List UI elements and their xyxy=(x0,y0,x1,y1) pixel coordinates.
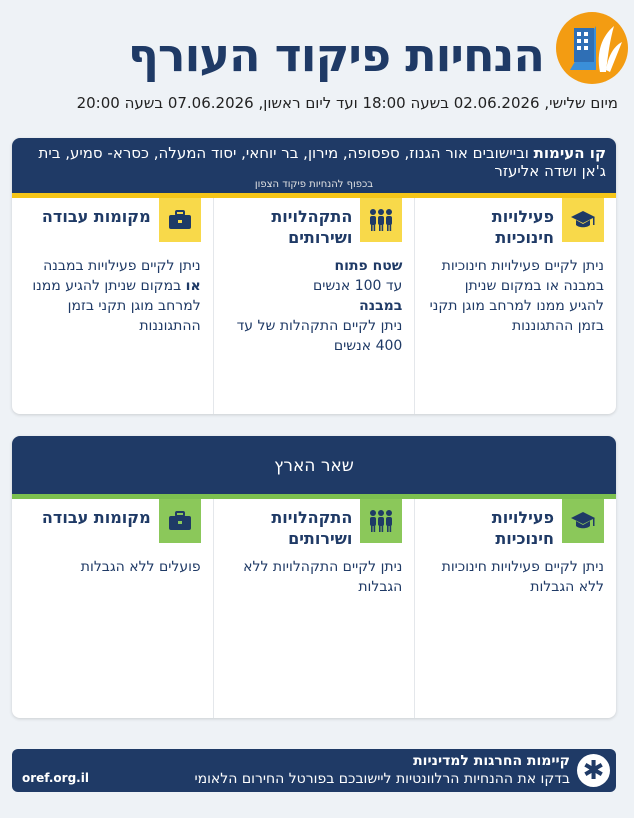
people-group-icon xyxy=(360,198,402,242)
gatherings-column xyxy=(213,198,415,414)
gatherings-text xyxy=(226,256,402,356)
education-text: ניתן לקיים פעילויות חינוכיות במבנה או במקום שניתן להגיע ממנו למרחב מוגן תקני בזמן ההתגוננות xyxy=(429,258,604,334)
graduation-cap-icon xyxy=(562,198,604,242)
confrontation-line-columns xyxy=(12,198,616,414)
asterisk-icon: ✱ xyxy=(577,754,610,787)
workplaces-text xyxy=(25,256,201,336)
rest-of-country-title: שאר הארץ xyxy=(274,456,354,476)
workplaces-column xyxy=(12,198,213,414)
workplaces-column xyxy=(12,499,213,718)
exceptions-footer xyxy=(12,749,616,792)
rest-of-country-section xyxy=(12,436,616,718)
workplaces-text-bold: או xyxy=(185,278,201,294)
workplaces-text: פועלים ללא הגבלות xyxy=(80,559,201,575)
people-group-icon xyxy=(360,499,402,543)
briefcase-icon xyxy=(159,499,201,543)
exceptions-text: בדקו את ההנחיות הרלוונטיות ליישובכם בפורטל החירום הלאומי xyxy=(194,771,570,787)
page-title: הנחיות פיקוד העורף xyxy=(127,28,544,82)
workplaces-title: מקומות עבודה xyxy=(41,207,151,226)
exceptions-title: קיימות החרגות למדיניות xyxy=(413,753,570,769)
rest-of-country-columns xyxy=(12,499,616,718)
education-title: פעילויות חינוכיות xyxy=(491,508,554,548)
graduation-cap-icon xyxy=(562,499,604,543)
oref-site-link[interactable]: oref.org.il xyxy=(22,771,89,785)
gatherings-column xyxy=(213,499,415,718)
gatherings-title: התקהלויות ושירותים xyxy=(271,207,353,247)
confrontation-line-section xyxy=(12,138,616,414)
education-text: ניתן לקיים פעילויות חינוכיות ללא הגבלות xyxy=(441,559,604,595)
home-front-command-logo xyxy=(556,12,628,84)
northern-command-note: בכפוף להנחיות פיקוד הצפון xyxy=(254,179,374,190)
workplaces-title: מקומות עבודה xyxy=(41,508,151,527)
education-title: פעילויות חינוכיות xyxy=(491,207,554,247)
confrontation-line-title xyxy=(20,144,606,180)
confrontation-line-settlements: וביישובים אור הגנוז, ספסופה, מירון, בר יוחאי, יסוד המעלה, כסרא- סמיע, בית ג'אן ושדה אליעזר xyxy=(38,144,606,180)
open-area-text: עד 100 אנשים xyxy=(312,278,403,294)
confrontation-line-header xyxy=(12,138,616,198)
confrontation-line-bold: קו העימות xyxy=(533,144,606,162)
date-range-subtitle: מיום שלישי, 02.06.2026 בשעה 18:00 ועד ליום ראשון, 07.06.2026 בשעה 20:00 xyxy=(76,94,618,112)
briefcase-icon xyxy=(159,198,201,242)
workplaces-text-part1: ניתן לקיים פעילויות במבנה xyxy=(43,258,201,274)
workplaces-text-part2: במקום שניתן להגיע ממנו למרחב מוגן תקני בזמן ההתגוננות xyxy=(32,278,201,334)
education-column xyxy=(414,499,616,718)
rest-of-country-header xyxy=(12,436,616,499)
building-text: ניתן לקיים התקהלות של עד 400 אנשים xyxy=(236,318,403,354)
header xyxy=(0,10,634,90)
gatherings-title: התקהלויות ושירותים xyxy=(271,508,353,548)
gatherings-text: ניתן לקיים התקהלויות ללא הגבלות xyxy=(243,559,403,595)
education-column xyxy=(414,198,616,414)
building-label: במבנה xyxy=(359,298,403,314)
open-area-label: שטח פתוח xyxy=(334,258,403,274)
